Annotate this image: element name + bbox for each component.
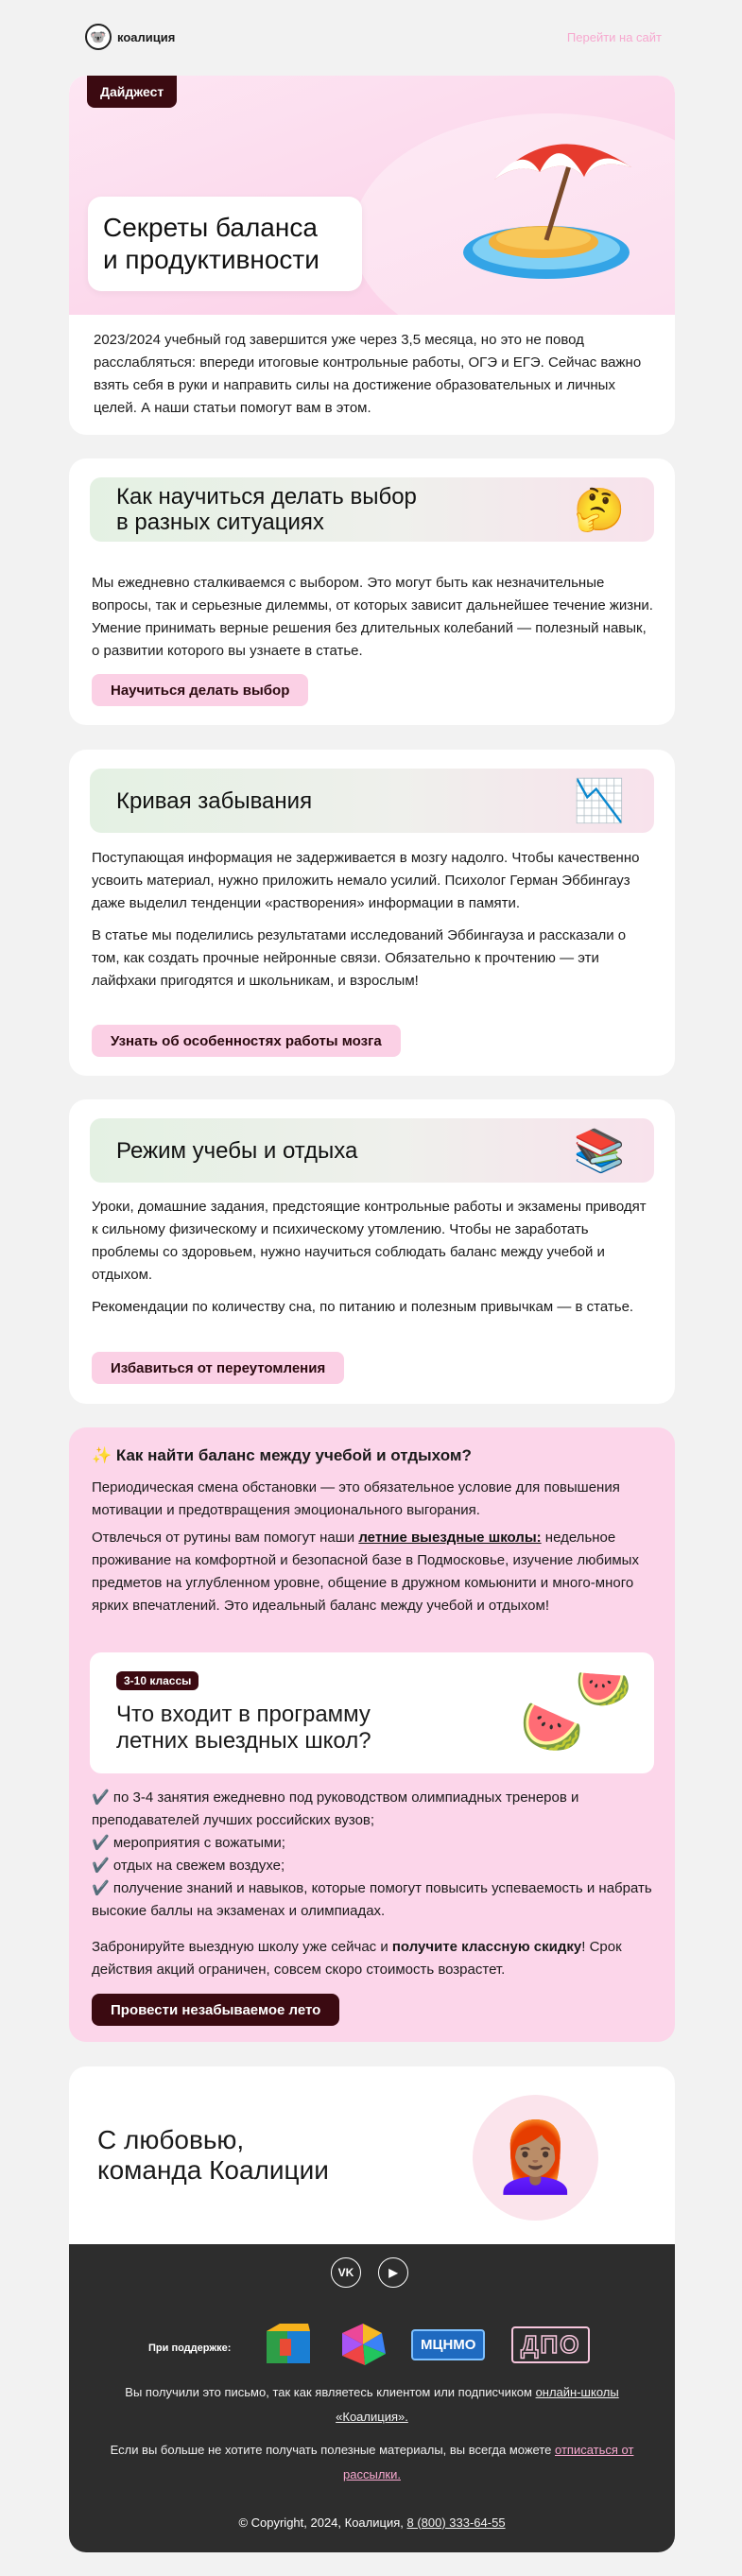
camp-p2-text-rest: недельное проживание на комфортной и безопасной базе в Подмосковье, изучение любимых предметов на углубленном уровне, общение в дружном комьюнити и много-много ярких впечатлений. Это идеальный баланс между учебой и отдыхом! <box>92 1530 639 1614</box>
article-paragraph: Уроки, домашние задания, предстоящие контрольные работы и экзамены приводят к сильному физическому и психическому утомлению. Чтобы не заработать проблемы со здоровьем, нужно научиться соблюдать баланс между учебой и отдыхом. <box>92 1199 647 1283</box>
watermelon-icon: 🍉 <box>569 1652 638 1719</box>
article-card-study-rest <box>69 1099 675 1404</box>
article-paragraph: Поступающая информация не задерживается в мозгу надолго. Чтобы качественно усвоить материал, нужно приложить немало усилий. Психолог Герман Эббингауз даже выделил тенденции «растворения» информации в памяти. <box>92 850 640 911</box>
mcnmo-logo: МЦНМО <box>411 2329 485 2360</box>
article-card-forgetting-curve <box>69 750 675 1076</box>
article-header <box>90 1118 654 1183</box>
signature-text <box>97 2125 329 2186</box>
watermelon-icon: 🍉 <box>520 1699 584 1755</box>
email-header <box>85 21 662 53</box>
go-to-site-link[interactable]: Перейти на сайт <box>566 29 662 44</box>
program-title <box>116 1702 428 1755</box>
checklist-item: ✔️ по 3-4 занятия ежедневно под руководством олимпиадных тренеров и преподавателей лучших российских вузов; <box>92 1789 579 1828</box>
camp-cta-text <box>92 1936 654 1981</box>
article-title-line1: Как научиться делать выбор <box>116 484 417 510</box>
article-header <box>90 477 654 542</box>
flower-logo-icon <box>336 2320 389 2369</box>
article-body <box>92 847 654 1002</box>
summer-schools-link[interactable]: летние выездные школы: <box>358 1530 542 1546</box>
unsubscribe-text: Если вы больше не хотите получать полезные материалы, вы всегда можете <box>110 2443 555 2457</box>
partner-cube-logo <box>263 2320 314 2369</box>
brand-logo[interactable] <box>85 24 175 50</box>
article-body <box>92 572 654 672</box>
camp-paragraph-2 <box>92 1527 654 1617</box>
support-label: При поддержке: <box>148 2343 232 2354</box>
article-title-line2: в разных ситуациях <box>116 510 324 535</box>
koala-icon: 🐨 <box>85 24 112 50</box>
article-paragraph: Рекомендации по количеству сна, по питанию и полезным привычкам — в статье. <box>92 1299 634 1315</box>
unsubscribe-link[interactable]: отписаться от рассылки. <box>343 2443 634 2481</box>
hero-card <box>69 76 675 435</box>
cta-text: Забронируйте выездную школу уже сейчас и <box>92 1939 392 1955</box>
camp-heading: ✨ Как найти баланс между учебой и отдыхом? <box>92 1446 472 1464</box>
hero-title <box>88 197 362 291</box>
brand-name: коалиция <box>117 29 176 44</box>
hero-title-line1: Секреты баланса <box>103 213 318 242</box>
cube-logo-icon <box>263 2322 314 2367</box>
program-card <box>90 1652 654 1773</box>
signature-line2: команда Коалиции <box>97 2155 329 2185</box>
dpo-logo: ДПО <box>511 2326 590 2363</box>
koalition-school-link[interactable]: онлайн-школы «Коалиция». <box>336 2385 619 2424</box>
hero-intro-text: 2023/2024 учебный год завершится уже через 3,5 месяца, но это не повод расслабляться: впереди итоговые контрольные работы, ОГЭ и ЕГЭ. Сейчас важно взять себя в руки и направить силы на достижение образовательных и личных целей. А наши статьи помогут вам в этом. <box>94 332 642 416</box>
program-title-line1: Что входит в программу <box>116 1702 371 1727</box>
vk-icon[interactable]: VK <box>331 2257 361 2288</box>
article-paragraph: В статье мы поделились результатами исследований Эббингауза и рассказали о том, как создать прочные нейронные связи. Обязательно к прочтению — эти лайфхаки пригодятся и школьникам, и взрослым! <box>92 927 627 989</box>
signature-line1: С любовью, <box>97 2125 245 2154</box>
checklist-item: ✔️ получение знаний и навыков, которые помогут повысить успеваемость и набрать высокие баллы на экзаменах и олимпиадах. <box>92 1880 652 1919</box>
checklist-item: ✔️ мероприятия с вожатыми; <box>92 1835 285 1851</box>
checklist-item: ✔️ отдых на свежем воздухе; <box>92 1858 285 1874</box>
hero-title-line2: и продуктивности <box>103 245 319 274</box>
article-card-choice <box>69 458 675 725</box>
thinking-face-icon: 🤔 <box>573 487 626 533</box>
youtube-icon[interactable]: ▶ <box>378 2257 408 2288</box>
unsubscribe-notice <box>95 2438 648 2487</box>
article-body <box>92 1196 654 1328</box>
program-title-line2: летних выездных школ? <box>116 1728 371 1754</box>
article-header <box>90 769 654 833</box>
books-icon: 📚 <box>573 1128 626 1174</box>
brain-features-button[interactable]: Узнать об особенностях работы мозга <box>92 1025 401 1057</box>
article-title: Кривая забывания <box>116 787 313 814</box>
camp-paragraph-1: Периодическая смена обстановки — это обязательное условие для повышения мотивации и предотвращения эмоционального выгорания. <box>92 1479 620 1518</box>
copyright-text: © Copyright, 2024, Коалиция, <box>238 2515 407 2530</box>
learn-choice-button[interactable]: Научиться делать выбор <box>92 674 308 706</box>
signature-block <box>69 2066 675 2256</box>
partner-flower-logo <box>336 2320 389 2369</box>
beach-umbrella-icon <box>457 125 646 285</box>
book-summer-button[interactable]: Провести незабываемое лето <box>92 1994 339 2026</box>
partner-mcnmo-logo <box>411 2320 485 2369</box>
phone-link[interactable]: 8 (800) 333-64-55 <box>406 2515 506 2530</box>
email-footer <box>69 2244 675 2552</box>
article-title <box>116 484 571 535</box>
social-links <box>331 2257 408 2288</box>
partner-dpo-logo <box>511 2320 590 2369</box>
avoid-fatigue-button[interactable]: Избавиться от переутомления <box>92 1352 344 1384</box>
camp-p2-text: Отвлечься от рутины вам помогут наши <box>92 1530 359 1546</box>
grades-badge: 3-10 классы <box>116 1671 198 1690</box>
article-title: Режим учебы и отдыха <box>116 1137 358 1164</box>
program-checklist <box>92 1787 654 1923</box>
chart-decreasing-icon: 📉 <box>573 778 626 824</box>
article-paragraph: Мы ежедневно сталкиваемся с выбором. Это могут быть как незначительные вопросы, так и серьезные дилеммы, от которых зависит дальнейшее течение жизни. Умение принимать верные решения без длительных колебаний — полезный навык, о развитии которого вы узнаете в статье. <box>92 575 653 659</box>
notice-text: Вы получили это письмо, так как являетесь клиентом или подписчиком <box>125 2385 536 2399</box>
copyright <box>69 2515 675 2530</box>
subscription-notice <box>95 2380 648 2429</box>
hero-banner <box>69 76 675 315</box>
team-avatar: 👩🏽‍🦰 <box>473 2095 598 2221</box>
cta-discount-text: получите классную скидку <box>391 1939 582 1955</box>
digest-tag: Дайджест <box>87 76 177 108</box>
cta-text-rest: ! Срок действия акций ограничен, совсем скоро стоимость возрастет. <box>92 1939 622 1978</box>
summer-camp-block <box>69 1427 675 2042</box>
